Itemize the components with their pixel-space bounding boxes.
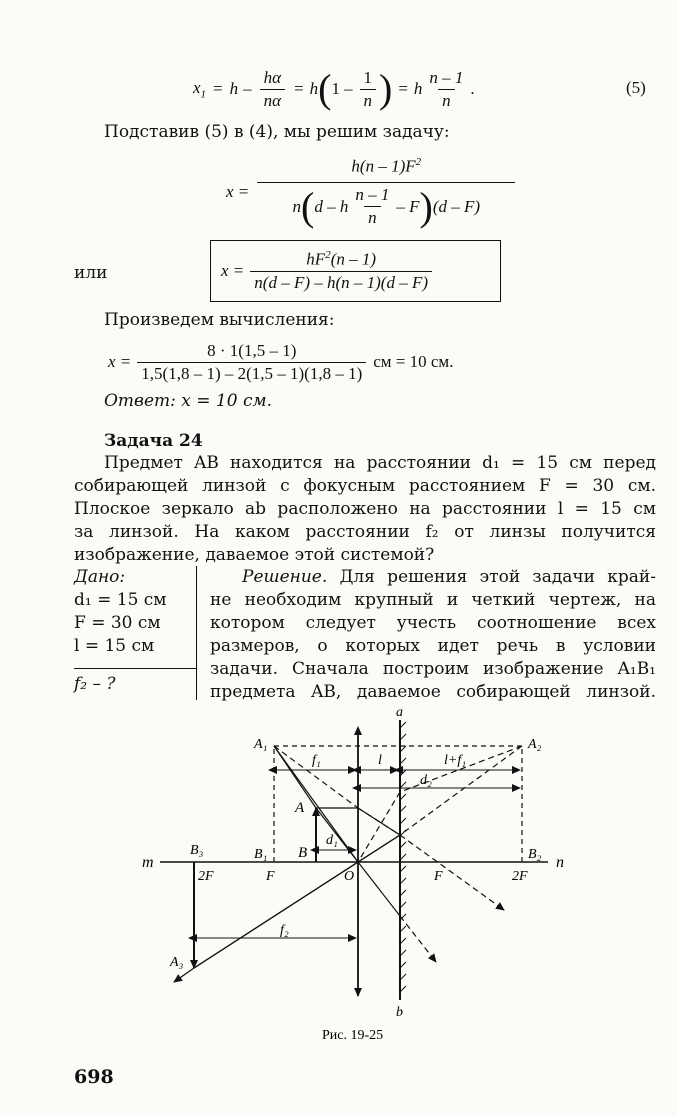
page-number: 698: [74, 1066, 114, 1088]
solution-line: предмета AB, даваемое собирающей линзой.: [210, 682, 656, 702]
or-word: или: [74, 263, 108, 283]
problem-text: [74, 452, 656, 567]
eq5-frac-1-n: $\frac{1}{n}$: [360, 68, 377, 111]
equation-7-box: x = $\frac{hF^2(n - 1)}{n(d - F) - h(n - 1)(d - F)}$: [210, 240, 501, 302]
label-A2: A₂: [528, 737, 542, 752]
eq7-fraction: $\frac{hF^2(n - 1)}{n(d - F) - h(n - 1)(d - F)}$: [250, 249, 432, 293]
label-O: O: [344, 869, 355, 884]
label-l-plus-f1: l+f₁: [444, 753, 467, 768]
label-B2: B₂: [528, 847, 542, 862]
problem-line: собирающей линзой с фокусным расстоянием F = 30 см.: [74, 476, 656, 496]
given-item: d₁ = 15 см: [74, 590, 167, 610]
light-rays: [174, 746, 522, 982]
equation-5-label: (5): [626, 78, 646, 97]
label-l: l: [378, 753, 382, 768]
problem-title: Задача 24: [104, 431, 203, 451]
label-d2: d₂: [420, 773, 432, 788]
label-F-left: F: [266, 869, 275, 884]
problem-line: Плоское зеркало ab расположено на расстоянии l = 15 см: [74, 499, 656, 519]
eq5-x1: $x_1$: [193, 77, 207, 101]
given-label: Дано:: [74, 567, 126, 587]
equation-6: x = $h(n - 1)F^2$ n ( d – h $\frac{n - 1}{n}$ – F ) (d – F): [226, 146, 518, 238]
eq6-fraction: $h(n - 1)F^2$ n ( d – h $\frac{n - 1}{n}$ – F ) (d – F): [257, 156, 515, 229]
label-2F-right: 2F: [512, 869, 528, 884]
problem-line: Предмет AB находится на расстоянии d₁ = 15 см перед: [104, 453, 656, 473]
solution-line: размеров, о которых идет речь в условии: [210, 636, 656, 656]
label-f1: f₁: [312, 753, 321, 768]
label-a: a: [396, 705, 403, 720]
eq5-frac-n1-n: $\frac{n - 1}{n}$: [429, 67, 464, 110]
solution-text: [210, 566, 656, 704]
label-d1: d₁: [326, 833, 338, 848]
label-b: b: [396, 1005, 403, 1020]
label-A3: A₃: [170, 955, 184, 970]
solution-line: задачи. Сначала построим изображение A₁B₁: [210, 659, 656, 679]
given-find: f₂ – ?: [74, 674, 116, 694]
problem-line: за линзой. На каком расстоянии f₂ от линзы получится: [74, 522, 656, 542]
optics-diagram: [0, 700, 677, 1040]
given-block: [74, 566, 197, 700]
label-B3: B₃: [190, 843, 204, 858]
eq8-fraction: $\frac{8 \cdot 1(1,5 - 1)}{1,5(1,8 - 1) - 2(1,5 - 1)(1,8 - 1)}$: [137, 341, 366, 384]
solution-line: Решение. Для решения этой задачи край-: [242, 567, 656, 587]
label-F-right: F: [434, 869, 443, 884]
label-n: n: [556, 854, 564, 871]
label-A1: A₁: [254, 737, 268, 752]
given-item: l = 15 см: [74, 636, 155, 656]
given-divider: [74, 668, 196, 696]
solution-line: котором следует учесть соотношение всех: [210, 613, 656, 633]
label-B1: B₁: [254, 847, 268, 862]
label-2F-left: 2F: [198, 869, 214, 884]
intro-line: Подставив (5) в (4), мы решим задачу:: [104, 122, 450, 142]
figure-caption: Рис. 19-25: [322, 1028, 384, 1040]
label-B: B: [298, 845, 308, 861]
equation-5: $x_1$ = h – $\frac{h\alpha}{n\alpha}$ = h ( 1 – $\frac{1}{n}$ ) = h $\frac{n - 1}{n}$ .: [193, 66, 475, 111]
label-A: A: [295, 800, 305, 816]
label-f2: f₂: [280, 923, 289, 938]
answer-line: Ответ: x = 10 см.: [104, 391, 272, 411]
equation-8: x = $\frac{8 \cdot 1(1,5 - 1)}{1,5(1,8 - 1) - 2(1,5 - 1)(1,8 - 1)}$ см = 10 см.: [108, 340, 454, 383]
solution-line: не необходим крупный и четкий чертеж, на: [210, 590, 656, 610]
label-m: m: [142, 854, 154, 871]
calc-line: Произведем вычисления:: [104, 310, 335, 330]
eq5-frac-ha-na: $\frac{h\alpha}{n\alpha}$: [260, 68, 285, 111]
problem-line: изображение, даваемое этой системой?: [74, 545, 435, 565]
given-item: F = 30 см: [74, 613, 161, 633]
